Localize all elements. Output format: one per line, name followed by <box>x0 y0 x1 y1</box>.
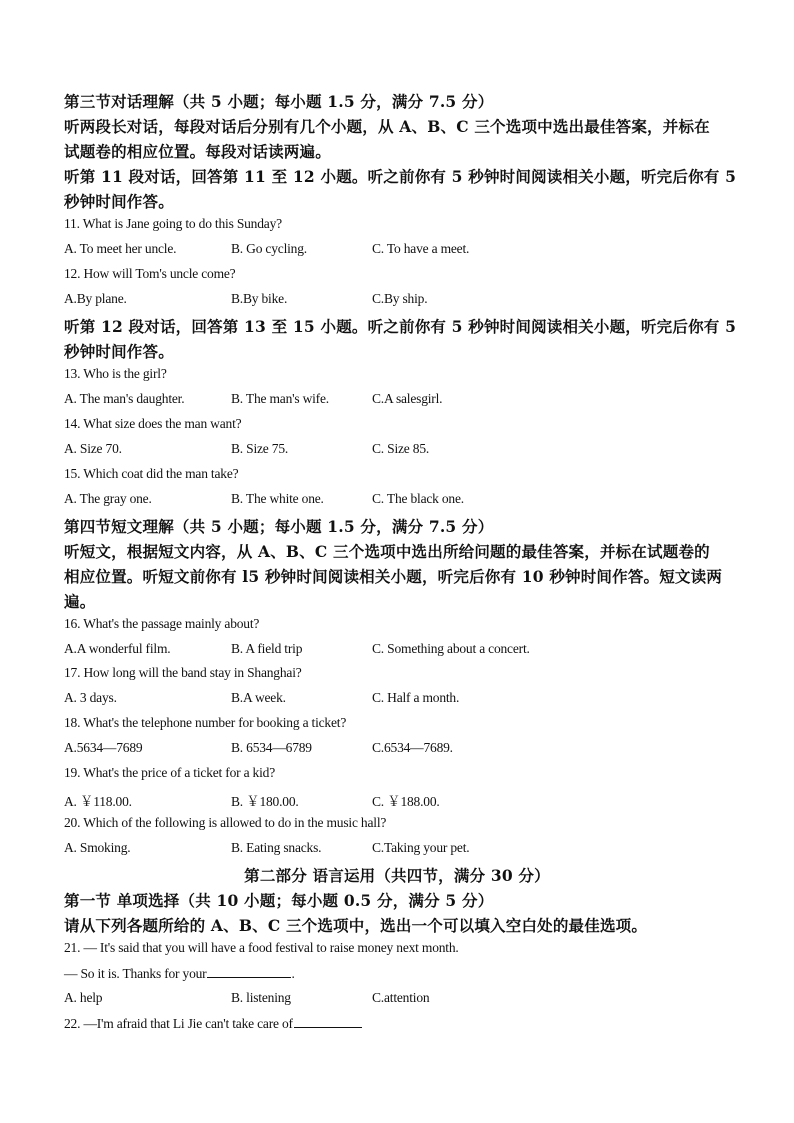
q19-option-c[interactable]: C. ￥188.00. <box>372 794 440 809</box>
q19-option-b[interactable]: B. ￥180.00. <box>231 794 299 809</box>
q14-option-a[interactable]: A. Size 70. <box>64 441 122 456</box>
q11-option-c[interactable]: C. To have a meet. <box>372 241 470 256</box>
q17-option-c[interactable]: C. Half a month. <box>372 690 460 705</box>
dialogue12-instruction-line2: 秒钟时间作答。 <box>64 342 174 361</box>
dialogue11-instruction-line1: 听第 11 段对话，回答第 11 至 12 小题。听之前你有 5 秒钟时间阅读相关小题，听完后你有 5 <box>64 167 737 186</box>
question-20: 20. Which of the following is allowed to do in the music hall? <box>64 815 387 830</box>
q18-option-a[interactable]: A.5634—7689 <box>64 740 143 755</box>
question-16: 16. What's the passage mainly about? <box>64 616 260 631</box>
question-17: 17. How long will the band stay in Shanghai? <box>64 665 302 680</box>
part2-section1-title: 第一节 单项选择（共 10 小题；每小题 0.5 分，满分 5 分） <box>64 891 494 910</box>
q17-option-b[interactable]: B.A week. <box>231 690 286 705</box>
answer-blank[interactable] <box>207 965 291 978</box>
section4-instruction-line1: 听短文，根据短文内容，从 A、B、C 三个选项中选出所给问题的最佳答案，并标在试题卷的 <box>64 542 710 561</box>
question-21-reply-end: . <box>291 966 295 981</box>
q11-option-a[interactable]: A. To meet her uncle. <box>64 241 177 256</box>
q11-option-b[interactable]: B. Go cycling. <box>231 241 307 256</box>
q16-option-a[interactable]: A.A wonderful film. <box>64 641 171 656</box>
q21-option-a[interactable]: A. help <box>64 990 103 1005</box>
q16-option-c[interactable]: C. Something about a concert. <box>372 641 530 656</box>
section3-title: 第三节对话理解（共 5 小题；每小题 1.5 分，满分 7.5 分） <box>64 92 494 111</box>
question-22-text: 22. —I'm afraid that Li Jie can't take care of <box>64 1016 293 1031</box>
q21-option-c[interactable]: C.attention <box>372 990 430 1005</box>
section4-title: 第四节短文理解（共 5 小题；每小题 1.5 分，满分 7.5 分） <box>64 517 494 536</box>
dialogue12-instruction-line1: 听第 12 段对话，回答第 13 至 15 小题。听之前你有 5 秒钟时间阅读相关小题，听完后你有 5 <box>64 317 737 336</box>
part2-title: 第二部分 语言运用（共四节，满分 30 分） <box>244 866 550 885</box>
q18-option-c[interactable]: C.6534—7689. <box>372 740 453 755</box>
q15-option-b[interactable]: B. The white one. <box>231 491 324 506</box>
q17-option-a[interactable]: A. 3 days. <box>64 690 117 705</box>
question-21-reply <box>64 965 295 982</box>
section3-instruction-line2: 试题卷的相应位置。每段对话读两遍。 <box>64 142 331 161</box>
question-15: 15. Which coat did the man take? <box>64 466 239 481</box>
part2-section1-instruction: 请从下列各题所给的 A、B、C 三个选项中，选出一个可以填入空白处的最佳选项。 <box>64 916 648 935</box>
question-18: 18. What's the telephone number for booking a ticket? <box>64 715 347 730</box>
section4-instruction-line2: 相应位置。听短文前你有 l5 秒钟时间阅读相关小题，听完后你有 10 秒钟时间作答。短文读两 <box>64 567 723 586</box>
q13-option-a[interactable]: A. The man's daughter. <box>64 391 185 406</box>
q15-option-c[interactable]: C. The black one. <box>372 491 464 506</box>
q20-option-c[interactable]: C.Taking your pet. <box>372 840 470 855</box>
answer-blank[interactable] <box>294 1015 362 1028</box>
question-13: 13. Who is the girl? <box>64 366 167 381</box>
q13-option-b[interactable]: B. The man's wife. <box>231 391 329 406</box>
question-12: 12. How will Tom's uncle come? <box>64 266 236 281</box>
q19-option-a[interactable]: A. ￥118.00. <box>64 794 132 809</box>
question-19: 19. What's the price of a ticket for a kid? <box>64 765 275 780</box>
question-21: 21. — It's said that you will have a food festival to raise money next month. <box>64 940 459 955</box>
q15-option-a[interactable]: A. The gray one. <box>64 491 152 506</box>
q20-option-b[interactable]: B. Eating snacks. <box>231 840 322 855</box>
question-22 <box>64 1015 362 1032</box>
section3-instruction-line1: 听两段长对话，每段对话后分别有几个小题，从 A、B、C 三个选项中选出最佳答案，并标在 <box>64 117 710 136</box>
q12-option-c[interactable]: C.By ship. <box>372 291 428 306</box>
q20-option-a[interactable]: A. Smoking. <box>64 840 131 855</box>
q12-option-a[interactable]: A.By plane. <box>64 291 127 306</box>
question-11: 11. What is Jane going to do this Sunday? <box>64 216 282 231</box>
section4-instruction-line3: 遍。 <box>64 592 96 611</box>
question-14: 14. What size does the man want? <box>64 416 242 431</box>
q14-option-b[interactable]: B. Size 75. <box>231 441 289 456</box>
q12-option-b[interactable]: B.By bike. <box>231 291 288 306</box>
q14-option-c[interactable]: C. Size 85. <box>372 441 430 456</box>
q21-option-b[interactable]: B. listening <box>231 990 291 1005</box>
q18-option-b[interactable]: B. 6534—6789 <box>231 740 312 755</box>
dialogue11-instruction-line2: 秒钟时间作答。 <box>64 192 174 211</box>
question-21-reply-text: — So it is. Thanks for your <box>64 966 207 981</box>
q16-option-b[interactable]: B. A field trip <box>231 641 303 656</box>
q13-option-c[interactable]: C.A salesgirl. <box>372 391 443 406</box>
